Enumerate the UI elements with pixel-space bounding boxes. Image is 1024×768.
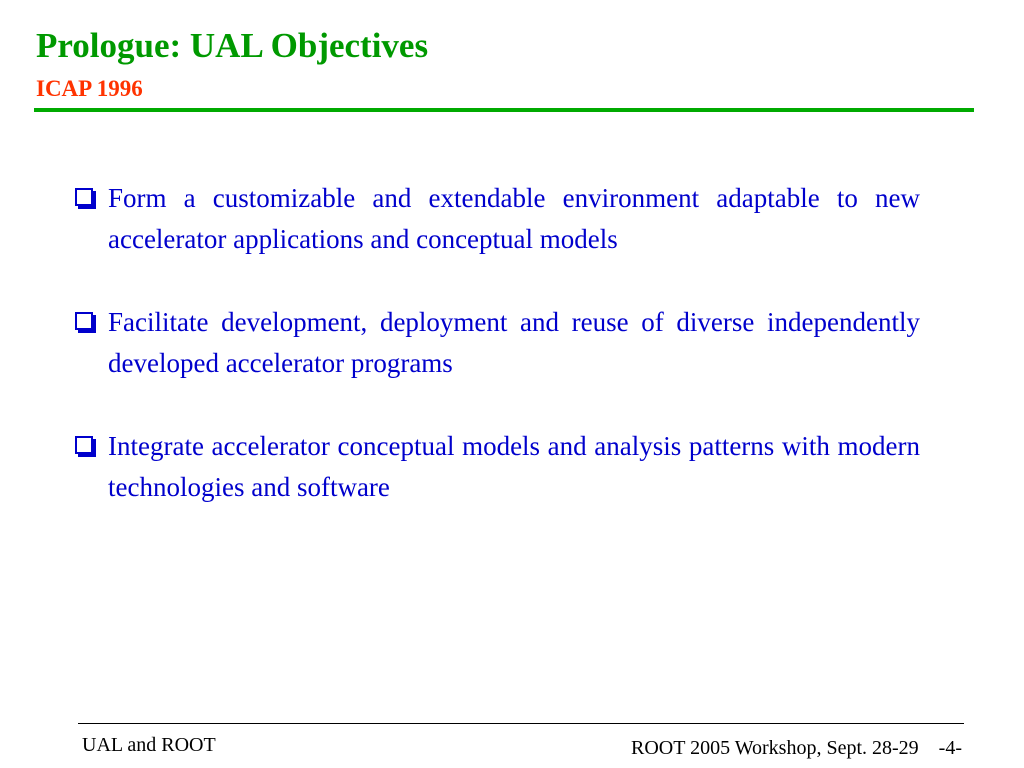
- slide-title: Prologue: UAL Objectives: [36, 26, 429, 65]
- title-divider: [34, 108, 974, 112]
- bullet-item: [72, 426, 920, 508]
- bullet-item: [72, 178, 920, 260]
- bullet-list: [72, 178, 920, 550]
- footer-left-text: UAL and ROOT: [82, 734, 216, 756]
- checkbox-bullet-icon: [75, 188, 93, 206]
- checkbox-bullet-icon: [75, 436, 93, 454]
- bullet-item: [72, 302, 920, 384]
- footer-right-text: ROOT 2005 Workshop, Sept. 28-29 -4-: [631, 737, 962, 759]
- bullet-text: Facilitate development, deployment and reuse of diverse independently developed accelerator programs: [108, 307, 920, 378]
- slide-subtitle: ICAP 1996: [36, 76, 143, 101]
- bullet-text: Form a customizable and extendable environment adaptable to new accelerator applications and conceptual models: [108, 183, 920, 254]
- checkbox-bullet-icon: [75, 312, 93, 330]
- footer-divider: [78, 723, 964, 724]
- bullet-text: Integrate accelerator conceptual models and analysis patterns with modern technologies and software: [108, 431, 920, 502]
